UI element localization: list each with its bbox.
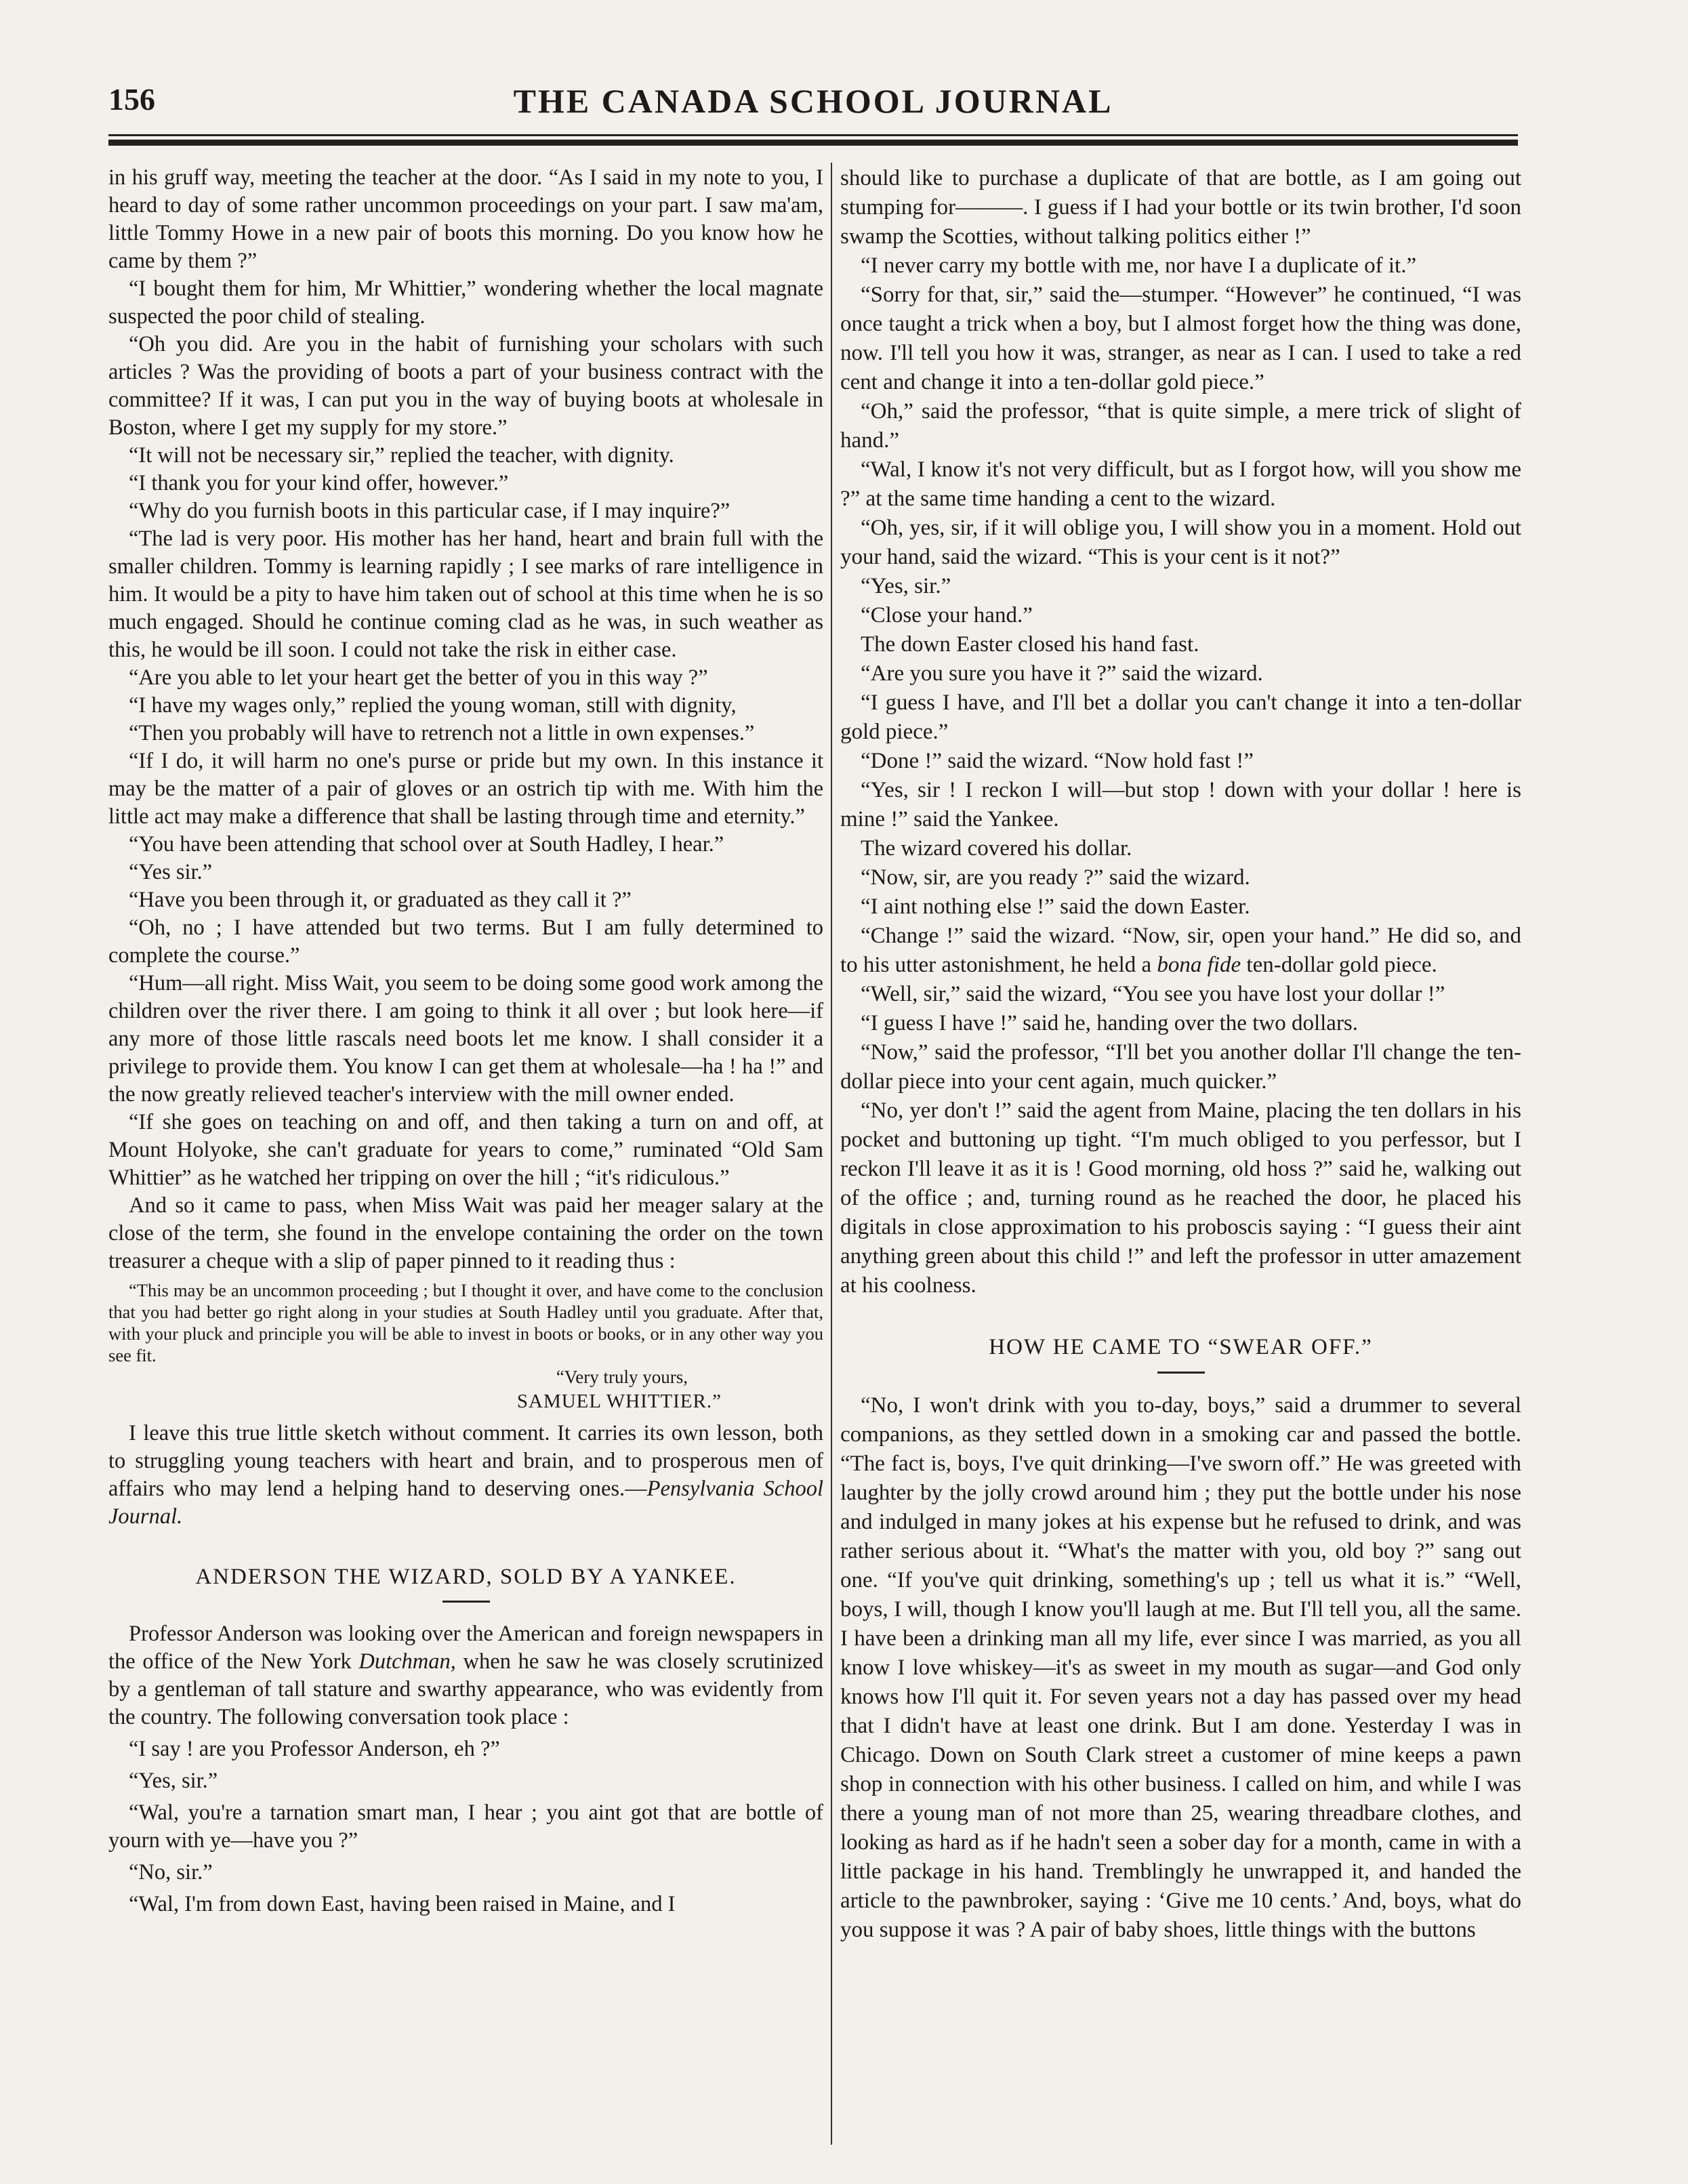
paragraph: “I have my wages only,” replied the young woman, still with dignity, bbox=[129, 693, 737, 718]
paragraph: should like to purchase a duplicate of that are bottle, as I am going out stumping for———. I guess if I had your bottle or its twin brother, I'd soon swamp the Scotties, without talking politics either !” bbox=[840, 166, 1521, 249]
page-header bbox=[108, 81, 1518, 129]
text-span: ten-dollar gold piece. bbox=[1241, 953, 1437, 977]
letter-text: “This may be an uncommon proceeding ; but I thought it over, and have come to the conclusion that you had better go right along in your studies at South Hadley until you graduate. After that, with your pluck and principle you will be able to invest in boots or books, or in any other way you see fit. bbox=[108, 1280, 823, 1365]
heading-rule bbox=[442, 1601, 490, 1603]
paragraph: “Hum—all right. Miss Wait, you seem to be doing some good work among the children over the river there. I am going to think it all over ; but look here—if any more of those little rascals need boots let me know. I shall consider it a privilege to provide them. You know I can get them at wholesale—ha ! ha !” and the now greatly relieved teacher's interview with the mill owner ended. bbox=[108, 971, 823, 1107]
paragraph bbox=[108, 1620, 823, 1731]
paragraph: “Are you sure you have it ?” said the wizard. bbox=[861, 661, 1263, 686]
column-divider bbox=[831, 163, 832, 2145]
italic-phrase: bona fide bbox=[1157, 953, 1241, 977]
page-number: 156 bbox=[108, 82, 155, 117]
afterword bbox=[108, 1420, 823, 1531]
dialog-line: “Wal, you're a tarnation smart man, I hear ; you aint got that are bottle of yourn with ye—have you ?” bbox=[108, 1800, 823, 1853]
paragraph: “Oh,” said the professor, “that is quite simple, a mere trick of slight of hand.” bbox=[840, 399, 1521, 453]
paragraph: “No, yer don't !” said the agent from Maine, placing the ten dollars in his pocket and buttoning up tight. “I'm much obliged to you perfessor, but I reckon I'll leave it as it is ! Good morning, old hoss ?” said he, walking out of the office ; and, turning round as he reached the door, he placed his digitals in close approximation to his proboscis saying : “I guess their aint anything green about this child !” and left the professor in utter amazement at his coolness. bbox=[840, 1098, 1521, 1298]
paragraph: “If I do, it will harm no one's purse or pride but my own. In this instance it may be the matter of a pair of gloves or an ostrich tip with me. With him the little act may make a difference that shall be lasting through time and eternity.” bbox=[108, 749, 823, 829]
paragraph: The wizard covered his dollar. bbox=[861, 836, 1132, 861]
letter-signature: SAMUEL WHITTIER.” bbox=[516, 1390, 722, 1412]
text-span: Professor Anderson was looking over the American and foreign newspapers in the office of the New York bbox=[108, 1622, 823, 1674]
letter-closing: “Very truly yours, bbox=[556, 1367, 688, 1387]
paragraph: “Have you been through it, or graduated as they call it ?” bbox=[129, 888, 632, 912]
paragraph: And so it came to pass, when Miss Wait was paid her meager salary at the close of the term, she found in the envelope containing the order on the town treasurer a cheque with a slip of paper pinned to it reading thus : bbox=[108, 1193, 823, 1273]
text-span: when he saw he was closely scrutinized by a gentleman of tall stature and swarthy appearance, who was evidently from the country. The following conversation took place : bbox=[108, 1649, 823, 1729]
paragraph: “I bought them for him, Mr Whittier,” wondering whether the local magnate suspected the poor child of stealing. bbox=[108, 276, 823, 329]
paragraph: “I guess I have !” said he, handing over the two dollars. bbox=[861, 1011, 1359, 1035]
right-column bbox=[840, 164, 1521, 1945]
paragraph: “I aint nothing else !” said the down Easter. bbox=[861, 894, 1250, 919]
paragraph: “Now, sir, are you ready ?” said the wizard. bbox=[861, 865, 1250, 890]
dialog-line: “I say ! are you Professor Anderson, eh ?” bbox=[129, 1737, 500, 1761]
paragraph: “Oh, yes, sir, if it will oblige you, I will show you in a moment. Hold out your hand, said the wizard. “This is your cent is it not?” bbox=[840, 516, 1521, 569]
dialog-line: “No, sir.” bbox=[129, 1860, 213, 1884]
paragraph: “I thank you for your kind offer, however.” bbox=[129, 471, 509, 495]
text-span: “Change !” said the wizard. “Now, sir, open your hand.” He did so, and to his utter astonishment, he held a bbox=[840, 924, 1521, 977]
paragraph: “I guess I have, and I'll bet a dollar you can't change it into a ten-dollar gold piece.” bbox=[840, 691, 1521, 744]
header-rule-thick bbox=[108, 140, 1518, 146]
paragraph: “Sorry for that, sir,” said the—stumper. “However” he continued, “I was once taught a trick when a boy, but I almost forget how the thing was done, now. I'll tell you how it was, stranger, as near as I can. I used to take a red cent and change it into a ten-dollar gold piece.” bbox=[840, 283, 1521, 394]
paragraph: The down Easter closed his hand fast. bbox=[861, 632, 1199, 657]
paragraph: “Well, sir,” said the wizard, “You see you have lost your dollar !” bbox=[861, 982, 1445, 1006]
paragraph: “The lad is very poor. His mother has her hand, heart and brain full with the smaller children. Tommy is learning rapidly ; I see marks of rare intelligence in him. It would be a pity to have him taken out of school at this time when he is so much engaged. Should he continue coming clad as he was, in such weather as this, he would be ill soon. I could not take the risk in either case. bbox=[108, 527, 823, 662]
paragraph bbox=[840, 922, 1521, 980]
paragraph: “Done !” said the wizard. “Now hold fast !” bbox=[861, 749, 1254, 773]
paragraph: “Close your hand.” bbox=[861, 603, 1033, 627]
paragraph: “Why do you furnish boots in this particular case, if I may inquire?” bbox=[129, 499, 730, 523]
left-column bbox=[108, 164, 823, 1918]
paragraph: “Oh, no ; I have attended but two terms. But I am fully determined to complete the course.” bbox=[108, 915, 823, 968]
paragraph: “Wal, I know it's not very difficult, but as I forgot how, will you show me ?” at the same time handing a cent to the wizard. bbox=[840, 457, 1521, 511]
article-heading-anderson: ANDERSON THE WIZARD, SOLD BY A YANKEE. bbox=[195, 1565, 737, 1589]
paragraph: “Yes sir.” bbox=[129, 860, 213, 884]
paragraph: “Are you able to let your heart get the better of you in this way ?” bbox=[129, 665, 708, 690]
paragraph: “I never carry my bottle with me, nor have I a duplicate of it.” bbox=[861, 253, 1417, 278]
paragraph: “If she goes on teaching on and off, and then taking a turn on and off, at Mount Holyoke, she can't graduate for years to come,” ruminated “Old Sam Whittier” as he watched her tripping on over the hill ; “it's ridiculous.” bbox=[108, 1110, 823, 1190]
paragraph: “Yes, sir ! I reckon I will—but stop ! down with your dollar ! here is mine !” said the Yankee. bbox=[840, 778, 1521, 831]
afterword-text: I leave this true little sketch without comment. It carries its own lesson, both to struggling young teachers with heart and brain, and to prosperous men of affairs who may lend a helping hand to deserving ones.— bbox=[108, 1421, 823, 1501]
afterword-source: Pensylvania School Journal. bbox=[108, 1477, 823, 1529]
article-heading-swear-off: HOW HE CAME TO “SWEAR OFF.” bbox=[989, 1335, 1373, 1359]
heading-rule bbox=[1157, 1372, 1205, 1374]
paragraph: “You have been attending that school over at South Hadley, I hear.” bbox=[129, 832, 724, 857]
dialog-line: “Yes, sir.” bbox=[129, 1769, 218, 1793]
paragraph: in his gruff way, meeting the teacher at the door. “As I said in my note to you, I heard to day of some rather uncommon proceedings on your part. I saw ma'am, little Tommy Howe in a new pair of boots this morning. Do you know how he came by them ?” bbox=[108, 165, 823, 273]
header-rule bbox=[108, 134, 1518, 136]
paragraph: “Now,” said the professor, “I'll bet you another dollar I'll change the ten-dollar piece into your cent again, much quicker.” bbox=[840, 1040, 1521, 1094]
journal-title: THE CANADA SCHOOL JOURNAL bbox=[513, 82, 1113, 120]
paragraph: “No, I won't drink with you to-day, boys,” said a drummer to several companions, as they settled down in a smoking car and passed the bottle. “The fact is, boys, I've quit drinking—I've sworn off.” He was greeted with laughter by the jolly crowd around him ; they put the bottle under his nose and indulged in many jokes at his expense but he refused to drink, and was rather serious about it. “What's the matter with you, old boy ?” sang out one. “If you've quit drinking, something's up ; tell us what it is.” “Well, boys, I will, though I know you'll laugh at me. But I'll tell you, all the same. I have been a drinking man all my life, ever since I was married, as you all know I love whiskey—it's as sweet in my mouth as sugar—and God only knows how I'll quit it. For seven years not a day has passed over my head that I didn't have at least one drink. But I am done. Yesterday I was in Chicago. Down on South Clark street a customer of mine keeps a pawn shop in connection with his other business. I called on him, and while I was there a young man of not more than 25, wearing threadbare clothes, and looking as hard as if he hadn't seen a sober day for a month, came in with a little package in his hand. Tremblingly he unwrapped it, and handed the article to the pawnbroker, saying : ‘Give me 10 cents.’ And, boys, what do you suppose it was ? A pair of baby shoes, little things with the buttons bbox=[840, 1393, 1521, 1942]
paragraph: “Oh you did. Are you in the habit of furnishing your scholars with such articles ? Was the providing of boots a part of your business contract with the committee? If it was, I can put you in the way of buying boots at wholesale in Boston, where I get my supply for my store.” bbox=[108, 332, 823, 440]
paragraph: “It will not be necessary sir,” replied the teacher, with dignity. bbox=[129, 443, 674, 468]
newspaper-name: Dutchman, bbox=[358, 1649, 456, 1674]
paragraph: “Then you probably will have to retrench not a little in own expenses.” bbox=[129, 721, 755, 745]
dialog-line: “Wal, I'm from down East, having been raised in Maine, and I bbox=[129, 1892, 676, 1916]
paragraph: “Yes, sir.” bbox=[861, 574, 951, 598]
